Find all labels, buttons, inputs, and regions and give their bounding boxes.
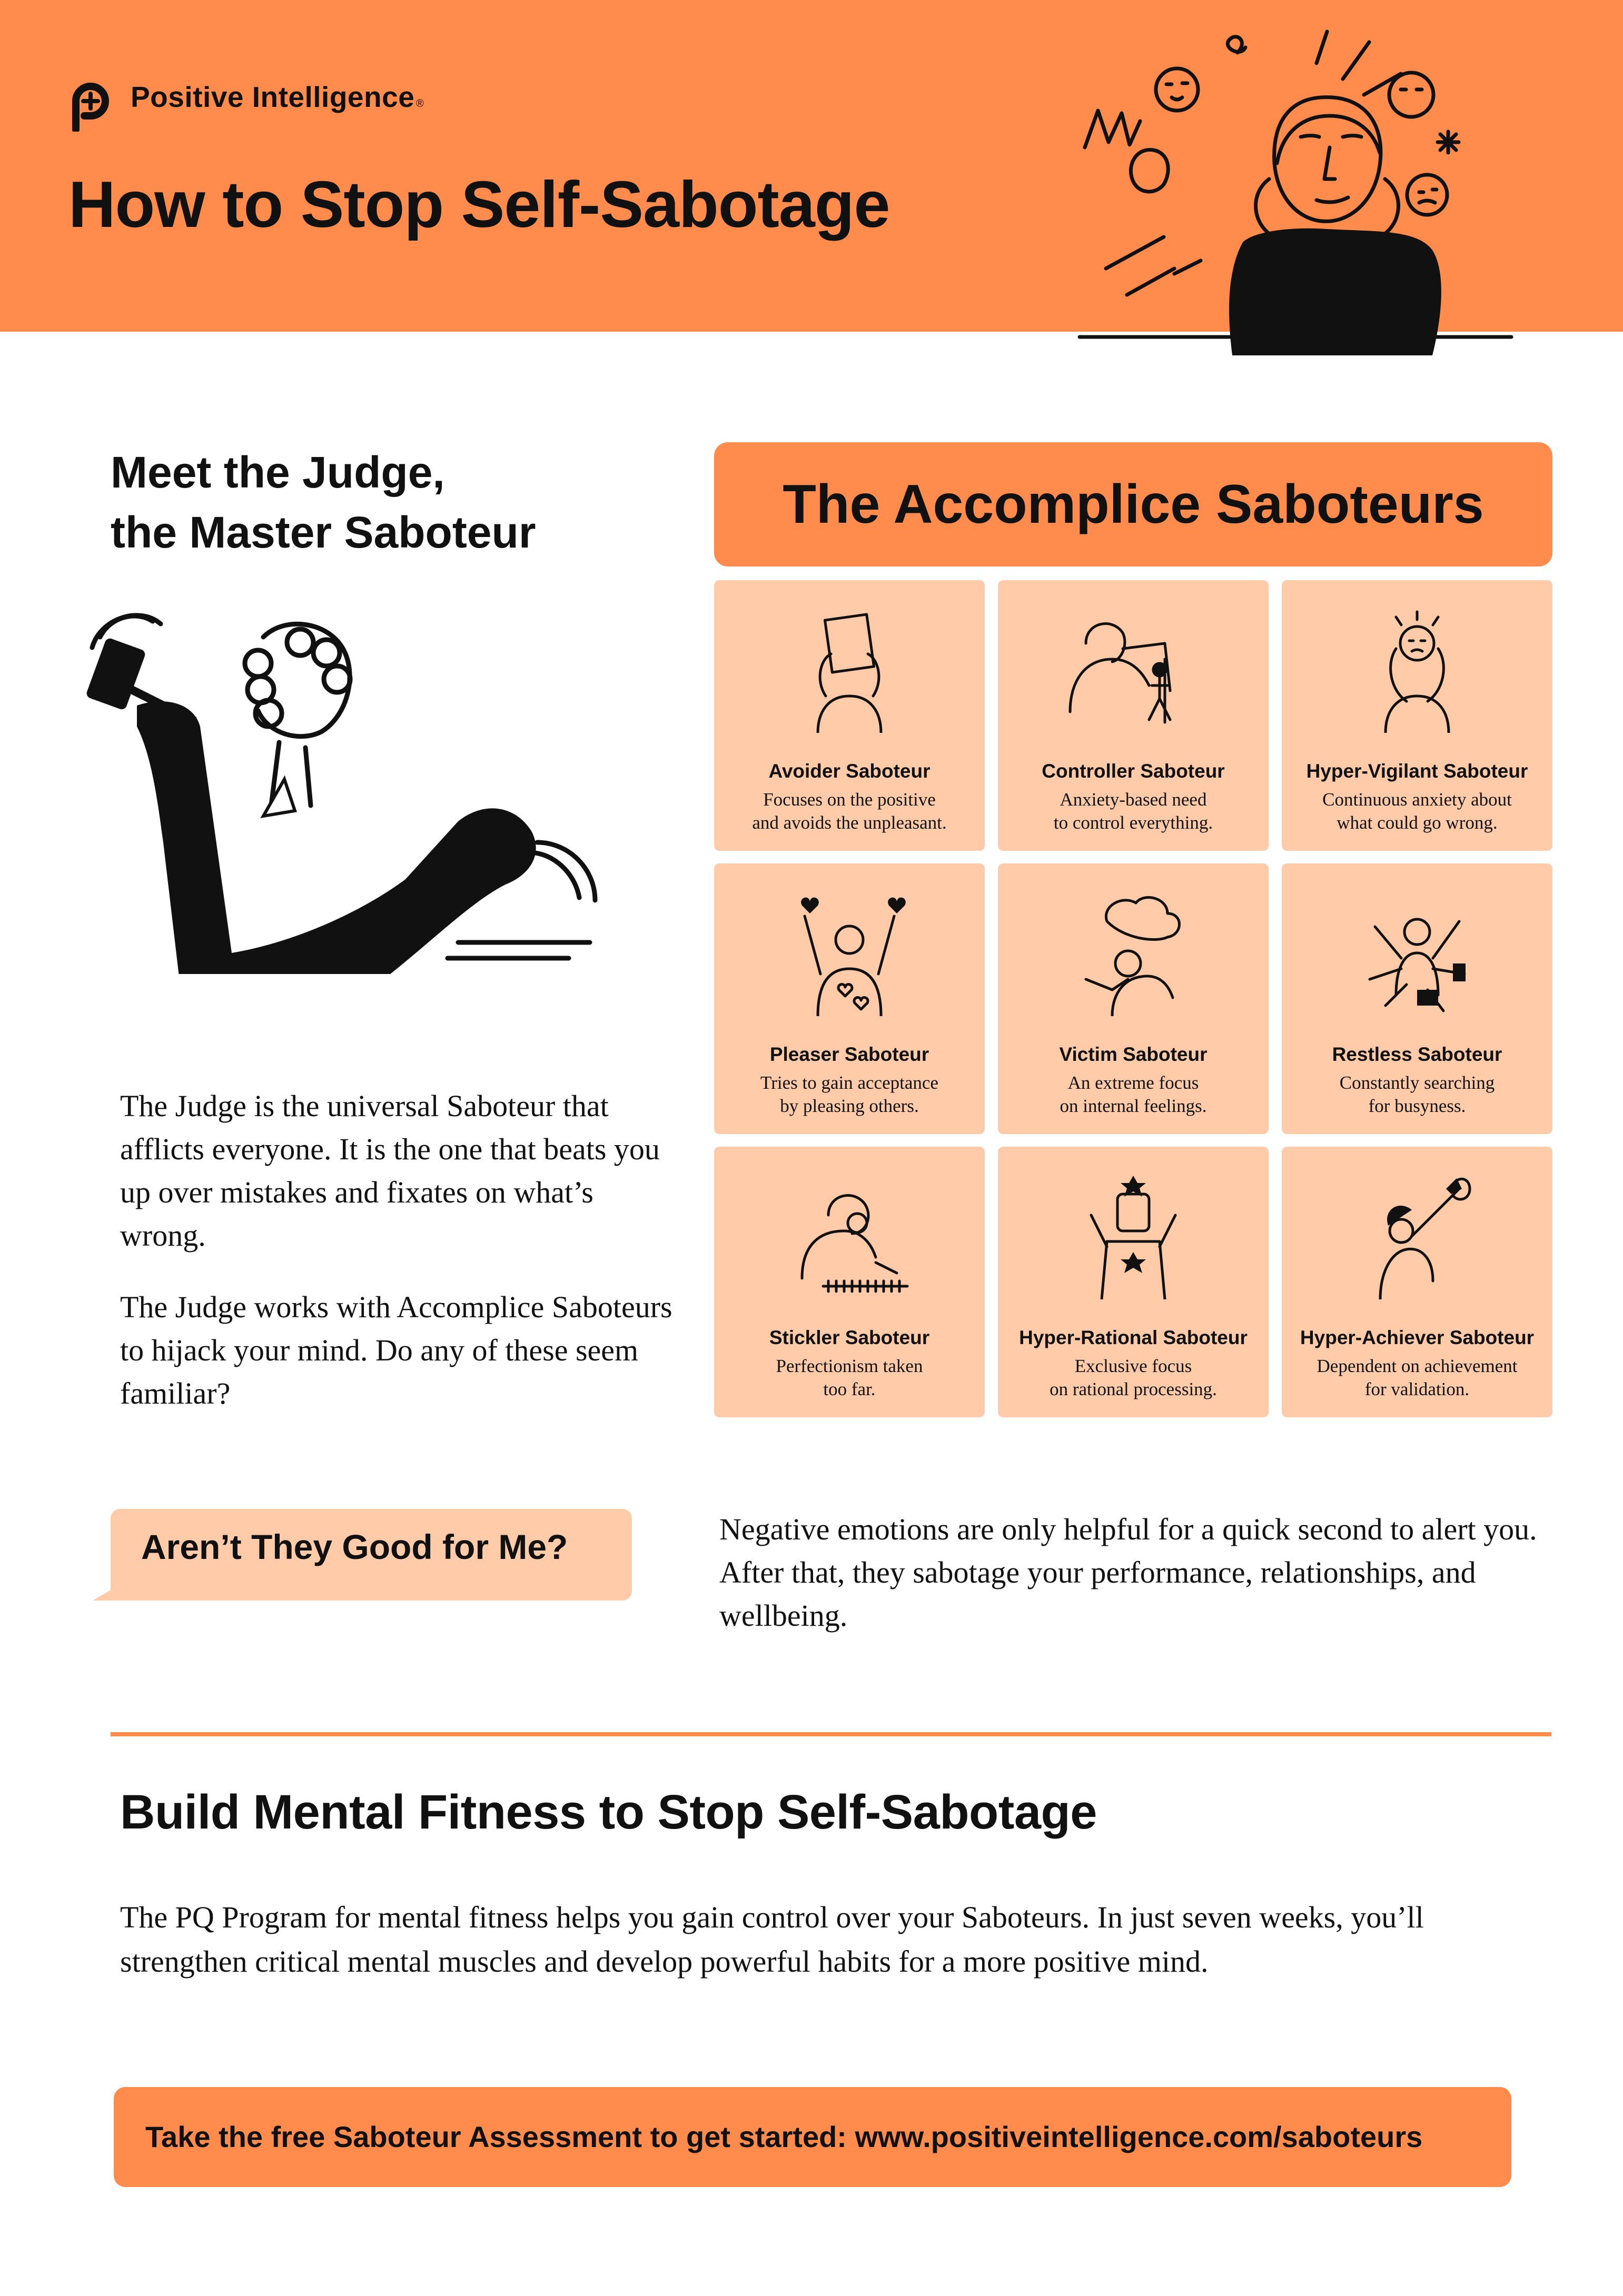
page-title: How to Stop Self-Sabotage — [68, 168, 890, 241]
judge-heading-line2: the Master Saboteur — [111, 508, 536, 557]
judge-with-gavel-illustration-icon — [79, 605, 632, 974]
saboteur-card-restless — [1282, 863, 1552, 1134]
saboteur-card-avoider — [714, 580, 985, 851]
saboteur-description-line2: on internal feelings. — [1060, 1096, 1207, 1116]
saboteur-description-line2: too far. — [823, 1379, 876, 1399]
saboteur-name: Controller Saboteur — [1042, 760, 1225, 782]
saboteur-description-line1: Dependent on achievement — [1317, 1356, 1518, 1376]
saboteur-description — [1008, 1355, 1258, 1401]
saboteur-name: Victim Saboteur — [1059, 1043, 1208, 1065]
stickler-illustration-icon — [770, 1173, 928, 1299]
saboteur-description-line2: on rational processing. — [1050, 1379, 1217, 1399]
saboteur-card-hyper-vigilant — [1282, 580, 1552, 851]
hyper-rational-illustration-icon — [1054, 1173, 1212, 1299]
section-divider — [111, 1732, 1551, 1736]
saboteur-card-hyper-achiever — [1282, 1147, 1552, 1417]
build-section-title: Build Mental Fitness to Stop Self-Sabotage — [120, 1785, 1097, 1839]
controller-illustration-icon — [1054, 607, 1212, 733]
negative-emotions-text: Negative emotions are only helpful for a quick second to alert you. After that, they sabotage your performance, relationships, and wellbeing. — [719, 1512, 1537, 1633]
cta-link-text[interactable]: Take the free Saboteur Assessment to get started: www.positiveintelligence.com/saboteurs — [145, 2120, 1423, 2153]
saboteur-description-line1: Exclusive focus — [1074, 1356, 1192, 1376]
saboteur-description-line2: by pleasing others. — [780, 1096, 919, 1116]
overwhelmed-person-illustration-icon — [1069, 21, 1522, 358]
saboteur-description — [1292, 788, 1542, 834]
victim-illustration-icon — [1054, 890, 1212, 1016]
saboteur-description — [1292, 1355, 1542, 1401]
saboteur-description-line1: Constantly searching — [1339, 1072, 1495, 1093]
question-text: Aren’t They Good for Me? — [141, 1527, 568, 1566]
saboteur-description-line1: An extreme focus — [1067, 1072, 1199, 1093]
saboteur-description — [1292, 1071, 1542, 1118]
saboteur-description-line1: Continuous anxiety about — [1322, 789, 1512, 810]
saboteur-name: Hyper-Achiever Saboteur — [1300, 1327, 1535, 1348]
saboteur-card-pleaser — [714, 863, 985, 1134]
judge-accomplice-intro: The Judge works with Accomplice Saboteurs to hijack your mind. Do any of these seem familiar? — [120, 1290, 672, 1410]
build-section-text: The PQ Program for mental fitness helps you gain control over your Saboteurs. In just seven weeks, you’ll strengthen critical mental muscles and develop powerful habits for a more positive mind. — [120, 1900, 1424, 1979]
speech-bubble-tail-icon — [93, 1564, 156, 1601]
restless-illustration-icon — [1338, 890, 1496, 1016]
judge-description: The Judge is the universal Saboteur that afflicts everyone. It is the one that beats you up over mistakes and fixates on what’s wrong. — [120, 1089, 660, 1253]
saboteur-description-line1: Tries to gain acceptance — [760, 1072, 938, 1093]
judge-heading-line1: Meet the Judge, — [111, 448, 445, 497]
hyper-achiever-illustration-icon — [1338, 1173, 1496, 1299]
accomplice-title: The Accomplice Saboteurs — [783, 474, 1484, 535]
saboteur-name: Hyper-Rational Saboteur — [1019, 1327, 1248, 1348]
hyper-vigilant-illustration-icon — [1338, 607, 1496, 733]
saboteur-description — [725, 1355, 974, 1401]
saboteur-description-line2: what could go wrong. — [1337, 812, 1498, 833]
saboteur-name: Restless Saboteur — [1332, 1043, 1502, 1065]
saboteur-description-line1: Anxiety-based need — [1060, 789, 1207, 810]
saboteur-description-line1: Perfectionism taken — [776, 1356, 923, 1376]
saboteur-name: Pleaser Saboteur — [769, 1043, 929, 1065]
saboteur-name: Avoider Saboteur — [768, 760, 931, 782]
saboteur-description — [1008, 788, 1258, 834]
saboteur-name: Stickler Saboteur — [769, 1327, 930, 1348]
judge-heading — [111, 442, 690, 562]
saboteur-description — [725, 1071, 974, 1118]
saboteur-description-line2: for busyness. — [1368, 1096, 1466, 1116]
saboteur-name: Hyper-Vigilant Saboteur — [1306, 760, 1528, 782]
saboteur-card-stickler — [714, 1147, 985, 1417]
saboteur-description-line2: to control everything. — [1053, 812, 1213, 833]
saboteur-description-line2: for validation. — [1364, 1379, 1470, 1399]
saboteur-card-victim — [998, 863, 1269, 1134]
saboteur-card-controller — [998, 580, 1269, 851]
pleaser-illustration-icon — [770, 890, 928, 1016]
positive-intelligence-logo-icon — [68, 79, 113, 132]
saboteur-description — [1008, 1071, 1258, 1118]
saboteur-description — [725, 788, 974, 834]
saboteur-card-hyper-rational — [998, 1147, 1269, 1417]
saboteur-description-line1: Focuses on the positive — [763, 789, 936, 810]
registered-mark: ® — [416, 98, 424, 110]
saboteur-description-line2: and avoids the unpleasant. — [752, 812, 947, 833]
avoider-illustration-icon — [770, 607, 928, 733]
brand-name: Positive Intelligence — [131, 81, 415, 113]
